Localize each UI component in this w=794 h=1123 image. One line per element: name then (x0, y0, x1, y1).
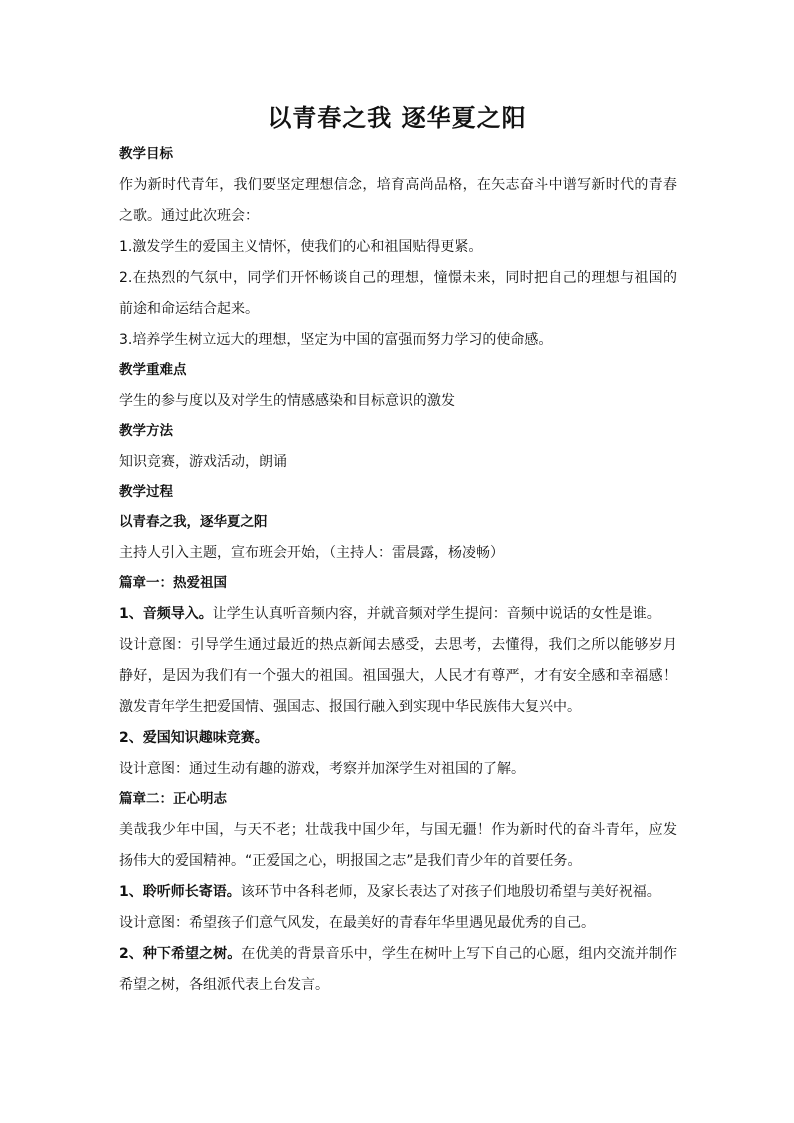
heading-chapter-1: 篇章一：热爱祖国 (119, 575, 227, 591)
heading-key-points: 教学重难点 (119, 362, 187, 378)
step-text: 在优美的背景音乐中，学生在树叶上写下自己的心愿，组内交流并制作希望之树，各组派代表上台发言。 (119, 946, 677, 993)
goal-item-3: 3.培养学生树立远大的理想，坚定为中国的富强而努力学习的使命感。 (119, 332, 553, 348)
goals-intro: 作为新时代青年，我们要坚定理想信念，培育高尚品格，在矢志奋斗中谱写新时代的青春之歌。通过此次班会： (119, 177, 677, 224)
host-intro: 主持人引入主题，宣布班会开始，（主持人：雷晨露，杨凌畅） (119, 545, 504, 561)
design-intent-3: 设计意图：希望孩子们意气风发，在最美好的青春年华里遇见最优秀的自己。 (119, 915, 595, 931)
step-text: 该环节中各科老师，及家长表达了对孩子们地殷切希望与美好祝福。 (240, 884, 661, 900)
step-label: 1、聆听师长寄语。 (119, 884, 241, 900)
document-body (119, 140, 677, 1001)
goal-item-2: 2.在热烈的气氛中，同学们开怀畅谈自己的理想，憧憬未来，同时把自己的理想与祖国的前途和命运结合起来。 (119, 270, 677, 317)
heading-theme: 以青春之我，逐华夏之阳 (119, 514, 268, 530)
step-hope-tree (119, 939, 677, 1001)
methods-text: 知识竞赛，游戏活动，朗诵 (119, 454, 287, 470)
step-label: 2、种下希望之树。 (119, 946, 242, 962)
chapter-2-intro: 美哉我少年中国，与天不老；壮哉我中国少年，与国无疆！作为新时代的奋斗青年，应发扬伟大的爱国精神。“正爱国之心，明报国之志”是我们青少年的首要任务。 (119, 822, 677, 869)
step-quiz (119, 723, 677, 754)
design-intent-2: 设计意图：通过生动有趣的游戏，考察并加深学生对祖国的了解。 (119, 761, 525, 777)
page-title: 以青春之我 逐华夏之阳 (267, 104, 527, 132)
heading-methods: 教学方法 (119, 423, 173, 439)
step-label: 2、爱国知识趣味竞赛。 (119, 730, 269, 746)
key-points-text: 学生的参与度以及对学生的情感感染和目标意识的激发 (119, 393, 455, 409)
step-label: 1、音频导入。 (119, 606, 213, 622)
heading-process: 教学过程 (119, 484, 173, 500)
heading-chapter-2: 篇章二：正心明志 (119, 791, 227, 807)
design-intent-1: 设计意图：引导学生通过最近的热点新闻去感受，去思考，去懂得，我们之所以能够岁月静好，是因为我们有一个强大的祖国。祖国强大，人民才有尊严，才有安全感和幸福感！激发青年学生把爱国情、强国志、报国行融入到实现中华民族伟大复兴中。 (119, 637, 677, 715)
goal-item-1: 1.激发学生的爱国主义情怀，使我们的心和祖国贴得更紧。 (119, 239, 483, 255)
heading-teaching-goals: 教学目标 (119, 146, 173, 162)
step-text: 让学生认真听音频内容，并就音频对学生提问：音频中说话的女性是谁。 (212, 606, 661, 622)
step-teacher-messages (119, 877, 677, 908)
step-audio-intro (119, 599, 677, 630)
